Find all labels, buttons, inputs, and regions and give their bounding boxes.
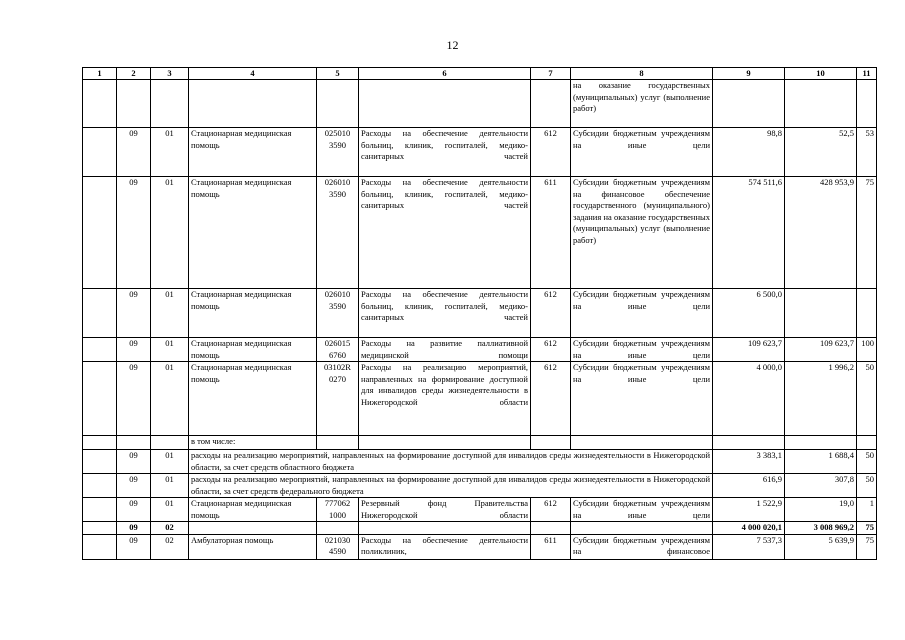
subsection-name: в том числе: [189,436,317,450]
expense-description: Расходы на обеспечение деятельности поликлиник, [359,534,531,559]
budget-table [82,67,877,560]
planned-amount: 98,8 [713,128,785,177]
executed-amount: 3 008 969,2 [785,522,857,534]
empty-cell [857,436,877,450]
column-header: 11 [857,68,877,80]
empty-cell [571,522,713,534]
subsection-code: 01 [151,289,189,338]
empty-cell [359,522,531,534]
table-row [83,177,877,289]
planned-amount: 109 623,7 [713,338,785,362]
empty-cell [83,436,117,450]
expense-type-name: Субсидии бюджетным учреждениям на финансовое обеспечение государственного (муниципального) задания на оказание государственных (муниципальных) услуг (выполнение работ) [571,177,713,289]
expense-type: 612 [531,289,571,338]
empty-cell [189,522,317,534]
execution-percent [857,289,877,338]
empty-cell [531,522,571,534]
section-code: 09 [117,289,151,338]
execution-percent: 50 [857,474,877,498]
empty-cell [189,80,317,128]
executed-amount [785,289,857,338]
table-row [83,338,877,362]
empty-cell [83,289,117,338]
section-code: 09 [117,362,151,436]
empty-cell [785,80,857,128]
expense-description: Расходы на обеспечение деятельности больниц, клиник, госпиталей, медико-санитарных частей [359,177,531,289]
column-header: 1 [83,68,117,80]
planned-amount: 574 511,6 [713,177,785,289]
expense-type: 611 [531,177,571,289]
empty-cell [83,474,117,498]
subsection-name: Стационарная медицинская помощь [189,128,317,177]
empty-cell [83,498,117,522]
subsection-code: 02 [151,522,189,534]
subsection-code: 01 [151,128,189,177]
empty-cell [531,436,571,450]
expense-type: 612 [531,128,571,177]
empty-cell [83,338,117,362]
execution-percent: 75 [857,534,877,559]
table-row [83,80,877,128]
empty-cell [571,436,713,450]
table-row [83,534,877,559]
execution-percent: 75 [857,522,877,534]
subsection-name: Амбулаторная помощь [189,534,317,559]
executed-amount: 428 953,9 [785,177,857,289]
expense-type: 612 [531,498,571,522]
header-row [83,68,877,80]
section-code: 09 [117,522,151,534]
subsection-code: 01 [151,338,189,362]
column-header: 5 [317,68,359,80]
table-row [83,498,877,522]
executed-amount: 1 996,2 [785,362,857,436]
subsection-code: 01 [151,362,189,436]
executed-amount: 52,5 [785,128,857,177]
table-row [83,128,877,177]
column-header: 2 [117,68,151,80]
expense-description: Резервный фонд Правительства Нижегородской области [359,498,531,522]
expense-description: Расходы на обеспечение деятельности больниц, клиник, госпиталей, медико-санитарных частей [359,289,531,338]
table-row [83,474,877,498]
empty-cell [117,436,151,450]
subsection-name: Стационарная медицинская помощь [189,177,317,289]
execution-percent: 50 [857,362,877,436]
expense-type: 612 [531,338,571,362]
expense-type: 612 [531,362,571,436]
empty-cell [317,522,359,534]
execution-percent: 53 [857,128,877,177]
execution-percent: 100 [857,338,877,362]
target-article: 03102R 0270 [317,362,359,436]
section-code: 09 [117,474,151,498]
subsection-code: 02 [151,534,189,559]
empty-cell [713,436,785,450]
target-article: 025010 3590 [317,128,359,177]
target-article: 026010 3590 [317,177,359,289]
executed-amount: 1 688,4 [785,450,857,474]
expense-type-name: Субсидии бюджетным учреждениям на иные цели [571,128,713,177]
empty-cell [151,436,189,450]
target-article: 026010 3590 [317,289,359,338]
subsection-code: 01 [151,498,189,522]
table-row [83,436,877,450]
empty-cell [83,128,117,177]
planned-amount: 6 500,0 [713,289,785,338]
empty-cell [317,436,359,450]
subsection-code: 01 [151,177,189,289]
expense-description: Расходы на развитие паллиативной медицинской помощи [359,338,531,362]
expense-type-name: Субсидии бюджетным учреждениям на финансовое [571,534,713,559]
expense-description: Расходы на реализацию мероприятий, направленных на формирование доступной для инвалидов среды жизнедеятельности в Нижегородской области [359,362,531,436]
planned-amount: 4 000 020,1 [713,522,785,534]
empty-cell [83,80,117,128]
executed-amount: 19,0 [785,498,857,522]
section-code: 09 [117,177,151,289]
planned-amount: 7 537,3 [713,534,785,559]
section-code: 09 [117,128,151,177]
target-article: 026015 6760 [317,338,359,362]
planned-amount: 3 383,1 [713,450,785,474]
table-row [83,362,877,436]
subsection-code: 01 [151,450,189,474]
section-code: 09 [117,338,151,362]
expense-type-name: на оказание государственных (муниципальных) услуг (выполнение работ) [571,80,713,128]
column-header: 9 [713,68,785,80]
execution-percent: 75 [857,177,877,289]
subsection-name: Стационарная медицинская помощь [189,498,317,522]
column-header: 8 [571,68,713,80]
expense-type-name: Субсидии бюджетным учреждениям на иные цели [571,289,713,338]
subsection-name: Стационарная медицинская помощь [189,362,317,436]
column-header: 4 [189,68,317,80]
expense-description: Расходы на обеспечение деятельности больниц, клиник, госпиталей, медико-санитарных частей [359,128,531,177]
empty-cell [531,80,571,128]
expense-type-name: Субсидии бюджетным учреждениям на иные цели [571,338,713,362]
note-text: расходы на реализацию мероприятий, направленных на формирование доступной для инвалидов среды жизнедеятельности в Нижегородской области, за счет средств областного бюджета [189,450,713,474]
executed-amount: 307,8 [785,474,857,498]
empty-cell [317,80,359,128]
empty-cell [359,80,531,128]
column-header: 6 [359,68,531,80]
subsection-name: Стационарная медицинская помощь [189,289,317,338]
planned-amount: 4 000,0 [713,362,785,436]
table-body [83,80,877,559]
column-header: 10 [785,68,857,80]
expense-type-name: Субсидии бюджетным учреждениям на иные цели [571,362,713,436]
page-number: 12 [446,38,459,52]
note-text: расходы на реализацию мероприятий, направленных на формирование доступной для инвалидов среды жизнедеятельности в Нижегородской области, за счет средств федерального бюджета [189,474,713,498]
target-article: 777062 1000 [317,498,359,522]
empty-cell [83,522,117,534]
section-code: 09 [117,534,151,559]
empty-cell [83,177,117,289]
execution-percent: 1 [857,498,877,522]
empty-cell [713,80,785,128]
empty-cell [83,450,117,474]
subsection-name: Стационарная медицинская помощь [189,338,317,362]
execution-percent: 50 [857,450,877,474]
planned-amount: 1 522,9 [713,498,785,522]
empty-cell [857,80,877,128]
column-header: 7 [531,68,571,80]
table-row [83,450,877,474]
planned-amount: 616,9 [713,474,785,498]
subsection-code: 01 [151,474,189,498]
column-header: 3 [151,68,189,80]
table-row [83,522,877,534]
empty-cell [83,534,117,559]
section-code: 09 [117,450,151,474]
section-code: 09 [117,498,151,522]
empty-cell [151,80,189,128]
executed-amount: 5 639,9 [785,534,857,559]
expense-type-name: Субсидии бюджетным учреждениям на иные цели [571,498,713,522]
empty-cell [117,80,151,128]
table-row [83,289,877,338]
empty-cell [83,362,117,436]
target-article: 021030 4590 [317,534,359,559]
empty-cell [785,436,857,450]
executed-amount: 109 623,7 [785,338,857,362]
empty-cell [359,436,531,450]
expense-type: 611 [531,534,571,559]
